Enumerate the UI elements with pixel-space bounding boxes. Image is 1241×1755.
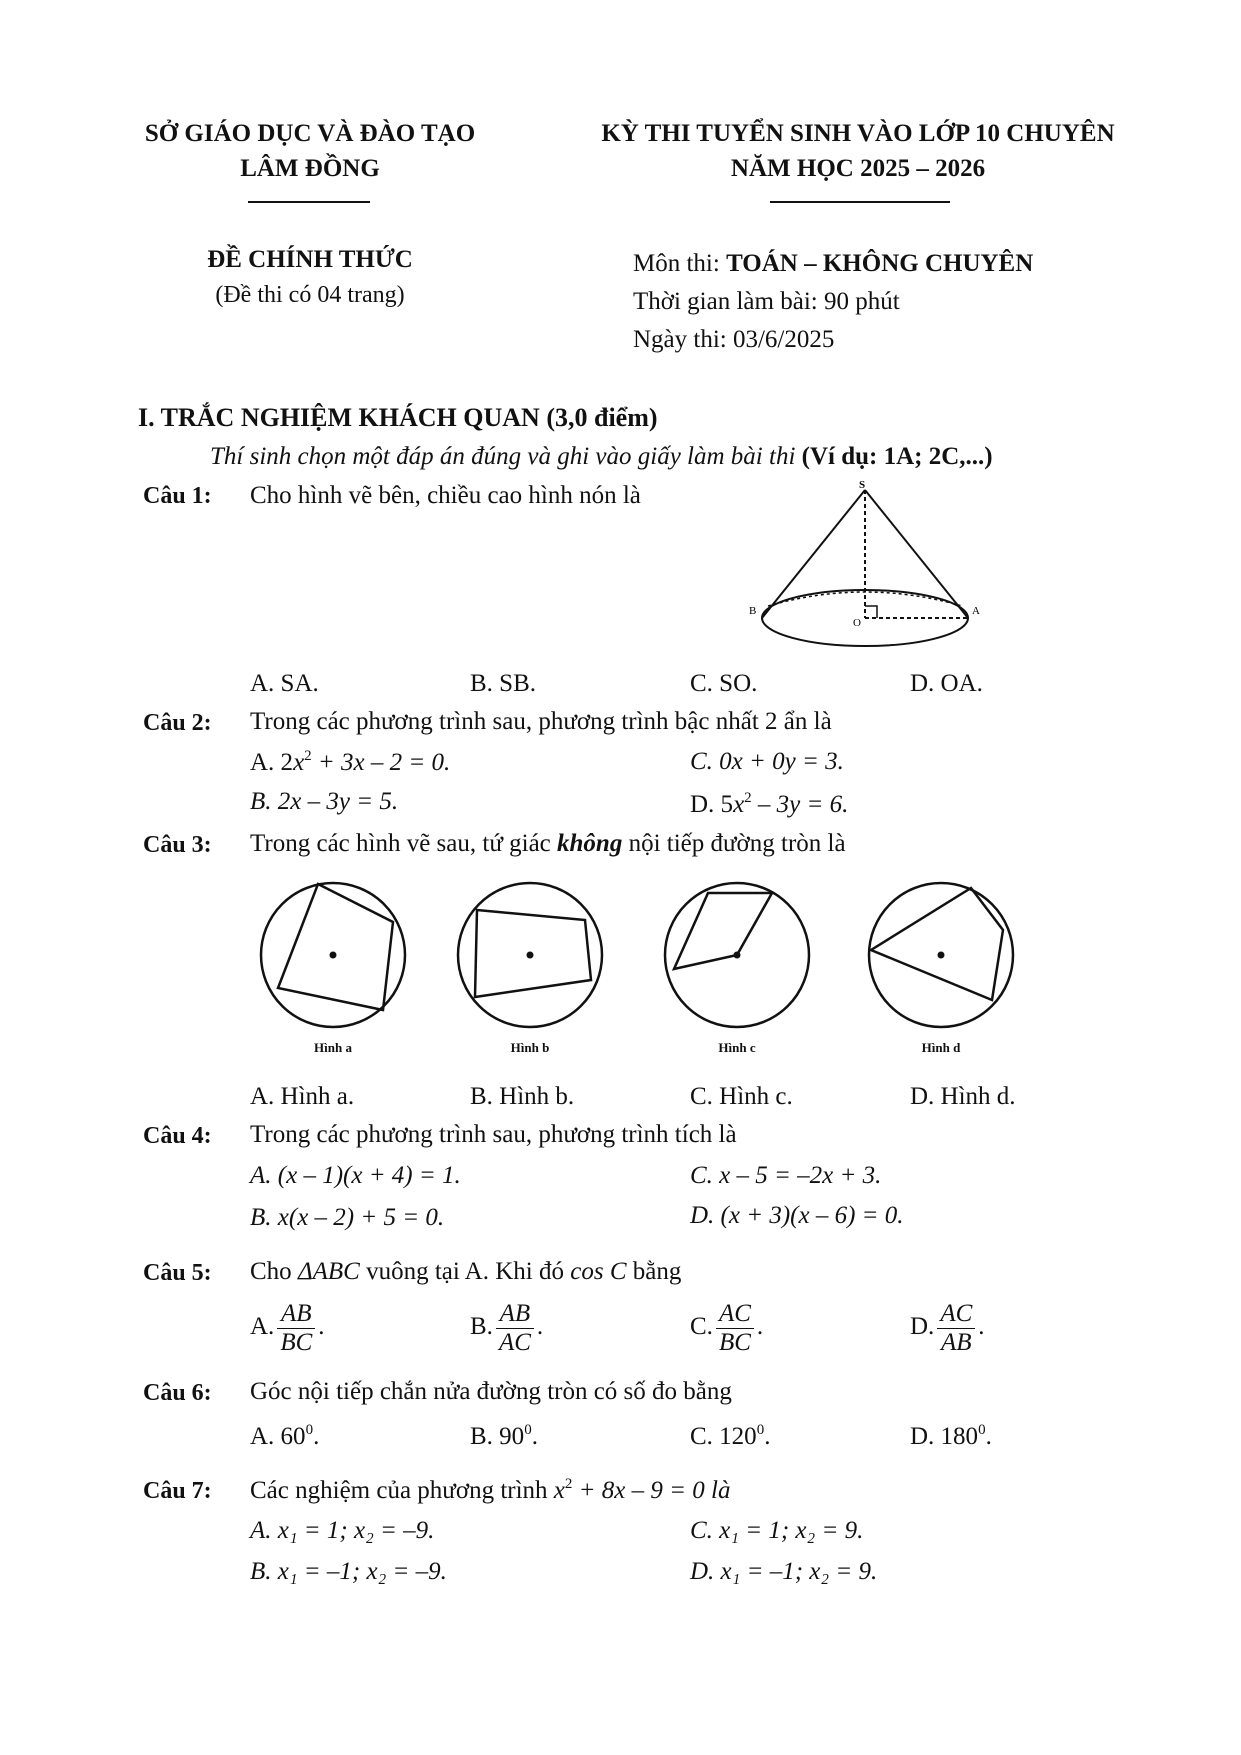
- q2-b-text: B. 2x – 3y = 5.: [250, 788, 399, 815]
- q4-c-text: C. x – 5 = –2x + 3.: [690, 1162, 882, 1189]
- q5-c-letter: C.: [690, 1313, 713, 1341]
- q2-a-var: x: [293, 749, 305, 776]
- q3-option-b: B. Hình b.: [470, 1083, 575, 1110]
- section-title: I. TRẮC NGHIỆM KHÁCH QUAN (3,0 điểm): [138, 403, 658, 432]
- cone-side-sb: [762, 490, 865, 618]
- q2-a-exp: 2: [304, 748, 312, 764]
- q5-option-d: D. $\frac{AC}{AB}$ .: [910, 1300, 985, 1356]
- q3-option-c: C. Hình c.: [690, 1083, 793, 1110]
- q1-option-b: B. SB.: [470, 670, 537, 697]
- q5-a-letter: A.: [250, 1313, 275, 1341]
- exam-title: KỲ THI TUYỂN SINH VÀO LỚP 10 CHUYÊN: [601, 120, 1115, 147]
- q5-text-mid: vuông tại A. Khi đó: [359, 1258, 571, 1285]
- figure-b: [455, 880, 605, 1035]
- q1-text: Cho hình vẽ bên, chiều cao hình nón là: [250, 482, 641, 509]
- department-name: SỞ GIÁO DỤC VÀ ĐÀO TẠO: [144, 120, 476, 147]
- q5-d-num: AC: [937, 1300, 975, 1329]
- q4-b-text: B. x(x – 2) + 5 = 0.: [250, 1204, 445, 1231]
- q4-option-b: [250, 1204, 444, 1232]
- q6-a-end: .: [313, 1423, 320, 1450]
- q7-text-exp: 2: [564, 1476, 573, 1492]
- q6-text: Góc nội tiếp chắn nửa đường tròn có số đo bằng: [250, 1378, 732, 1405]
- q2-option-b: [250, 788, 398, 816]
- label-s: S: [859, 479, 866, 491]
- fig-c-center: [734, 952, 741, 959]
- q5-a-den: BC: [280, 1329, 313, 1356]
- q6-c-value: C. 120: [690, 1423, 757, 1450]
- figure-c: [662, 880, 812, 1035]
- q2-c-text: C. 0x + 0y = 3.: [690, 748, 844, 775]
- fig-a-quad: [278, 884, 393, 1010]
- q2-option-c: [690, 748, 844, 776]
- cone-side-sa: [865, 490, 968, 618]
- q7-option-b: [250, 1558, 447, 1586]
- q1-option-d: D. OA.: [910, 670, 983, 697]
- q5-text: [250, 1258, 681, 1286]
- q5-d-letter: D.: [910, 1313, 935, 1341]
- q2-d-post: – 3y = 6.: [751, 791, 849, 818]
- q3-label: Câu 3:: [143, 832, 212, 858]
- official-label: ĐỀ CHÍNH THỨC: [207, 246, 413, 273]
- q4-option-c: [690, 1162, 881, 1190]
- q1-label: Câu 1:: [143, 483, 212, 509]
- q6-b-value: B. 90: [470, 1423, 525, 1450]
- figure-a: [258, 880, 408, 1035]
- q3-text-pre: Trong các hình vẽ sau, tứ giác: [250, 830, 558, 857]
- q5-text-post: bằng: [626, 1258, 682, 1285]
- province-name: LÂM ĐỒNG: [240, 155, 380, 182]
- q7-d-text: D. x₁ = –1; x₂ = 9.: [690, 1558, 878, 1585]
- q2-d-exp: 2: [744, 790, 752, 806]
- q6-c-end: .: [764, 1423, 771, 1450]
- q2-d-var: x: [733, 791, 745, 818]
- fig-c-quad: [674, 893, 772, 969]
- q1-option-a: A. SA.: [250, 670, 319, 697]
- figure-d-label: Hình d: [921, 1040, 961, 1055]
- section-instruction: [210, 443, 993, 471]
- q7-text-pre: Các nghiệm của phương trình: [250, 1477, 554, 1504]
- q6-d-value: D. 180: [910, 1423, 979, 1450]
- q4-label: Câu 4:: [143, 1123, 212, 1149]
- q2-a-post: + 3x – 2 = 0.: [311, 749, 451, 776]
- q7-c-text: C. x₁ = 1; x₂ = 9.: [690, 1517, 864, 1544]
- q6-d-end: .: [985, 1423, 992, 1450]
- school-year: NĂM HỌC 2025 – 2026: [730, 155, 986, 182]
- q5-a-fraction: [277, 1300, 315, 1357]
- q3-option-a: A. Hình a.: [250, 1083, 355, 1110]
- q6-option-d: [910, 1422, 992, 1451]
- q2-a-pre: A. 2: [250, 749, 294, 776]
- fig-a-center: [330, 952, 337, 959]
- q6-a-degree: 0: [305, 1422, 314, 1438]
- q7-text-var: x: [553, 1477, 565, 1504]
- figure-b-label: Hình b: [510, 1040, 550, 1055]
- instruction-example: (Ví dụ: 1A; 2C,...): [801, 443, 993, 470]
- q7-text-post: + 8x – 9 = 0 là: [572, 1477, 731, 1504]
- q7-option-a: [250, 1517, 434, 1545]
- q6-b-degree: 0: [524, 1422, 532, 1438]
- q6-a-value: A. 60: [250, 1423, 306, 1450]
- q5-option-a: A. $\frac{AB}{BC}$ .: [250, 1300, 325, 1356]
- q5-d-den: AB: [941, 1329, 972, 1356]
- q3-option-d: D. Hình d.: [910, 1083, 1016, 1110]
- q5-a-num: AB: [277, 1300, 315, 1329]
- q5-b-den: AC: [498, 1329, 531, 1356]
- q5-option-c: C. $\frac{AC}{BC}$ .: [690, 1300, 764, 1356]
- subject-line: [633, 250, 1033, 278]
- q5-text-cos: cos C: [570, 1258, 627, 1285]
- q3-text-em: không: [557, 830, 623, 857]
- exam-date: Ngày thi: 03/6/2025: [633, 326, 835, 353]
- q3-text-post: nội tiếp đường tròn là: [622, 830, 846, 857]
- q2-option-a: [250, 748, 450, 777]
- q5-b-letter: B.: [470, 1313, 493, 1341]
- q5-b-num: AB: [496, 1300, 534, 1329]
- q7-option-d: [690, 1558, 877, 1586]
- q5-c-den: BC: [718, 1329, 751, 1356]
- q2-text: Trong các phương trình sau, phương trình bậc nhất 2 ẩn là: [250, 708, 832, 735]
- q5-c-fraction: [716, 1300, 754, 1357]
- q5-label: Câu 5:: [143, 1260, 212, 1286]
- fig-b-center: [527, 952, 534, 959]
- q7-text: [250, 1476, 730, 1505]
- duration: Thời gian làm bài: 90 phút: [633, 288, 900, 315]
- q6-b-end: .: [531, 1423, 538, 1450]
- q2-label: Câu 2:: [143, 710, 212, 736]
- q7-label: Câu 7:: [143, 1478, 212, 1504]
- q4-d-text: D. (x + 3)(x – 6) = 0.: [690, 1202, 904, 1229]
- q6-label: Câu 6:: [143, 1380, 212, 1406]
- q6-c-degree: 0: [756, 1422, 765, 1438]
- q4-option-a: [250, 1162, 461, 1190]
- q4-text: Trong các phương trình sau, phương trình tích là: [250, 1121, 737, 1148]
- q4-option-d: [690, 1202, 904, 1230]
- q4-a-text: A. (x – 1)(x + 4) = 1.: [250, 1162, 461, 1189]
- q6-d-degree: 0: [978, 1422, 986, 1438]
- q5-c-num: AC: [716, 1300, 754, 1329]
- q7-a-text: A. x₁ = 1; x₂ = –9.: [250, 1517, 435, 1544]
- q5-option-b: B. $\frac{AB}{AC}$ .: [470, 1300, 544, 1356]
- cone-figure: [745, 478, 985, 653]
- label-a: A: [972, 605, 980, 617]
- figure-c-label: Hình c: [718, 1040, 756, 1055]
- q7-option-c: [690, 1517, 863, 1545]
- pages-note: (Đề thi có 04 trang): [215, 282, 405, 308]
- fig-d-center: [938, 952, 945, 959]
- left-divider: [248, 201, 370, 203]
- q5-b-fraction: [496, 1300, 534, 1357]
- q6-option-c: [690, 1422, 770, 1451]
- subject-label: Môn thi:: [633, 250, 727, 277]
- q1-option-c: C. SO.: [690, 670, 758, 697]
- subject-name: TOÁN – KHÔNG CHUYÊN: [726, 250, 1034, 277]
- q7-b-text: B. x₁ = –1; x₂ = –9.: [250, 1558, 447, 1585]
- q2-option-d: [690, 790, 848, 819]
- figure-a-label: Hình a: [314, 1040, 352, 1055]
- figure-d: [866, 880, 1016, 1035]
- q5-d-fraction: [937, 1300, 975, 1357]
- label-b: B: [749, 605, 757, 617]
- q2-d-pre: D. 5: [690, 791, 734, 818]
- q5-text-triangle: ΔABC: [297, 1258, 360, 1285]
- q3-text: [250, 830, 846, 858]
- q5-text-pre: Cho: [250, 1258, 298, 1285]
- q6-option-b: [470, 1422, 538, 1451]
- instruction-text: Thí sinh chọn một đáp án đúng và ghi vào giấy làm bài thi: [210, 443, 796, 470]
- right-angle-mark: [865, 606, 877, 618]
- right-divider: [770, 201, 950, 203]
- q6-option-a: [250, 1422, 319, 1451]
- label-o: O: [853, 617, 861, 629]
